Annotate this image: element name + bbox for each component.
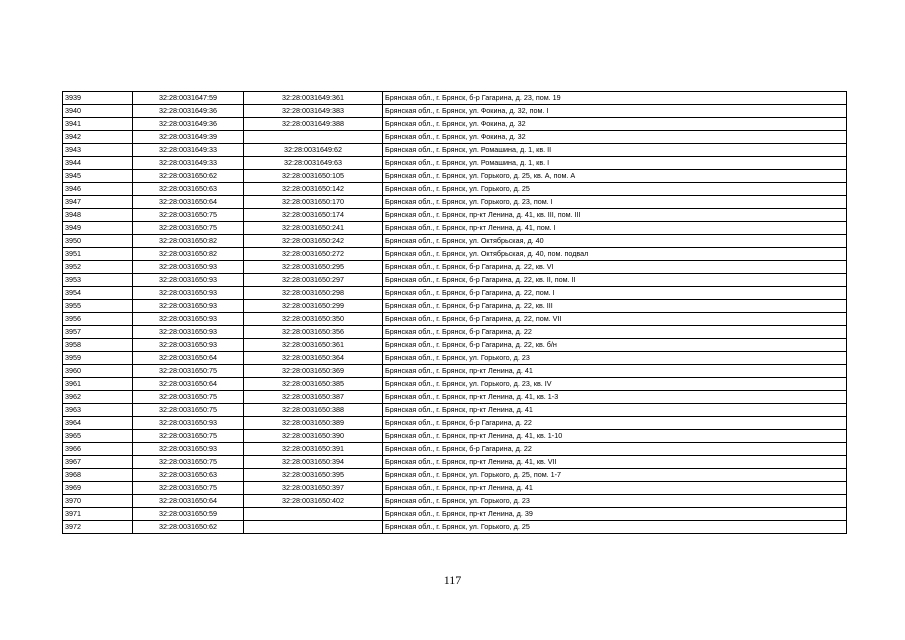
object-cadastral-number-cell: 32:28:0031650:298 xyxy=(244,287,383,300)
object-cadastral-number-cell xyxy=(244,521,383,534)
object-cadastral-number-cell: 32:28:0031650:394 xyxy=(244,456,383,469)
address-cell: Брянская обл., г. Брянск, ул. Октябрьская, д. 40 xyxy=(383,235,847,248)
row-number-cell: 3957 xyxy=(63,326,133,339)
object-cadastral-number-cell: 32:28:0031649:62 xyxy=(244,144,383,157)
cadastral-number-cell: 32:28:0031650:75 xyxy=(133,391,244,404)
cadastral-number-cell: 32:28:0031650:93 xyxy=(133,313,244,326)
object-cadastral-number-cell xyxy=(244,131,383,144)
table-row xyxy=(63,430,847,443)
cadastral-number-cell: 32:28:0031650:64 xyxy=(133,196,244,209)
row-number-cell: 3941 xyxy=(63,118,133,131)
row-number-cell: 3952 xyxy=(63,261,133,274)
object-cadastral-number-cell: 32:28:0031650:388 xyxy=(244,404,383,417)
row-number-cell: 3953 xyxy=(63,274,133,287)
object-cadastral-number-cell: 32:28:0031650:397 xyxy=(244,482,383,495)
table-row xyxy=(63,222,847,235)
table-row xyxy=(63,183,847,196)
address-cell: Брянская обл., г. Брянск, пр-кт Ленина, д. 41, кв. 1-3 xyxy=(383,391,847,404)
cadastral-number-cell: 32:28:0031647:59 xyxy=(133,92,244,105)
table-row xyxy=(63,209,847,222)
table-row xyxy=(63,326,847,339)
cadastral-number-cell: 32:28:0031650:93 xyxy=(133,417,244,430)
cadastral-number-cell: 32:28:0031649:33 xyxy=(133,157,244,170)
cadastral-number-cell: 32:28:0031650:62 xyxy=(133,521,244,534)
cadastral-number-cell: 32:28:0031650:63 xyxy=(133,469,244,482)
address-cell: Брянская обл., г. Брянск, ул. Горького, д. 23 xyxy=(383,495,847,508)
address-cell: Брянская обл., г. Брянск, ул. Горького, д. 25, пом. 1-7 xyxy=(383,469,847,482)
address-cell: Брянская обл., г. Брянск, ул. Горького, д. 23 xyxy=(383,352,847,365)
address-cell: Брянская обл., г. Брянск, пр-кт Ленина, д. 41 xyxy=(383,404,847,417)
object-cadastral-number-cell: 32:28:0031650:272 xyxy=(244,248,383,261)
cadastral-number-cell: 32:28:0031650:93 xyxy=(133,300,244,313)
row-number-cell: 3960 xyxy=(63,365,133,378)
cadastral-number-cell: 32:28:0031650:59 xyxy=(133,508,244,521)
table-row xyxy=(63,118,847,131)
table-row xyxy=(63,131,847,144)
table-row xyxy=(63,352,847,365)
row-number-cell: 3959 xyxy=(63,352,133,365)
row-number-cell: 3963 xyxy=(63,404,133,417)
address-cell: Брянская обл., г. Брянск, б-р Гагарина, д. 22, кв. III xyxy=(383,300,847,313)
address-cell: Брянская обл., г. Брянск, ул. Горького, д. 23, пом. I xyxy=(383,196,847,209)
table-row xyxy=(63,391,847,404)
table-row xyxy=(63,157,847,170)
table-row xyxy=(63,144,847,157)
cadastral-number-cell: 32:28:0031650:93 xyxy=(133,287,244,300)
cadastral-number-cell: 32:28:0031650:75 xyxy=(133,430,244,443)
row-number-cell: 3962 xyxy=(63,391,133,404)
object-cadastral-number-cell: 32:28:0031649:63 xyxy=(244,157,383,170)
table-row xyxy=(63,339,847,352)
cadastral-number-cell: 32:28:0031650:64 xyxy=(133,495,244,508)
object-cadastral-number-cell: 32:28:0031650:297 xyxy=(244,274,383,287)
object-cadastral-number-cell: 32:28:0031650:369 xyxy=(244,365,383,378)
cadastral-number-cell: 32:28:0031650:75 xyxy=(133,365,244,378)
object-cadastral-number-cell: 32:28:0031650:170 xyxy=(244,196,383,209)
address-cell: Брянская обл., г. Брянск, б-р Гагарина, д. 22 xyxy=(383,443,847,456)
row-number-cell: 3940 xyxy=(63,105,133,118)
row-number-cell: 3950 xyxy=(63,235,133,248)
object-cadastral-number-cell: 32:28:0031650:174 xyxy=(244,209,383,222)
cadastral-number-cell: 32:28:0031649:33 xyxy=(133,144,244,157)
table-row xyxy=(63,378,847,391)
table-row xyxy=(63,92,847,105)
row-number-cell: 3968 xyxy=(63,469,133,482)
row-number-cell: 3971 xyxy=(63,508,133,521)
object-cadastral-number-cell: 32:28:0031650:385 xyxy=(244,378,383,391)
table-row xyxy=(63,443,847,456)
cadastral-number-cell: 32:28:0031650:64 xyxy=(133,378,244,391)
cadastral-number-cell: 32:28:0031650:75 xyxy=(133,482,244,495)
table-row xyxy=(63,365,847,378)
cadastral-number-cell: 32:28:0031649:39 xyxy=(133,131,244,144)
object-cadastral-number-cell: 32:28:0031650:395 xyxy=(244,469,383,482)
row-number-cell: 3948 xyxy=(63,209,133,222)
object-cadastral-number-cell: 32:28:0031650:356 xyxy=(244,326,383,339)
row-number-cell: 3964 xyxy=(63,417,133,430)
table-row xyxy=(63,274,847,287)
property-registry-table xyxy=(62,91,847,534)
object-cadastral-number-cell: 32:28:0031650:387 xyxy=(244,391,383,404)
address-cell: Брянская обл., г. Брянск, ул. Октябрьская, д. 40, пом. подвал xyxy=(383,248,847,261)
address-cell: Брянская обл., г. Брянск, ул. Фокина, д. 32, пом. I xyxy=(383,105,847,118)
address-cell: Брянская обл., г. Брянск, пр-кт Ленина, д. 41 xyxy=(383,365,847,378)
address-cell: Брянская обл., г. Брянск, ул. Горького, д. 25 xyxy=(383,521,847,534)
object-cadastral-number-cell: 32:28:0031650:391 xyxy=(244,443,383,456)
cadastral-number-cell: 32:28:0031650:93 xyxy=(133,326,244,339)
object-cadastral-number-cell: 32:28:0031650:350 xyxy=(244,313,383,326)
address-cell: Брянская обл., г. Брянск, ул. Ромашина, д. 1, кв. I xyxy=(383,157,847,170)
object-cadastral-number-cell: 32:28:0031649:388 xyxy=(244,118,383,131)
table-row xyxy=(63,300,847,313)
object-cadastral-number-cell: 32:28:0031650:241 xyxy=(244,222,383,235)
row-number-cell: 3972 xyxy=(63,521,133,534)
row-number-cell: 3947 xyxy=(63,196,133,209)
object-cadastral-number-cell xyxy=(244,508,383,521)
address-cell: Брянская обл., г. Брянск, б-р Гагарина, д. 22, кв. VI xyxy=(383,261,847,274)
object-cadastral-number-cell: 32:28:0031650:299 xyxy=(244,300,383,313)
row-number-cell: 3970 xyxy=(63,495,133,508)
address-cell: Брянская обл., г. Брянск, пр-кт Ленина, д. 41, кв. III, пом. III xyxy=(383,209,847,222)
table-row xyxy=(63,508,847,521)
row-number-cell: 3965 xyxy=(63,430,133,443)
cadastral-number-cell: 32:28:0031650:75 xyxy=(133,222,244,235)
cadastral-number-cell: 32:28:0031650:93 xyxy=(133,274,244,287)
address-cell: Брянская обл., г. Брянск, пр-кт Ленина, д. 41, пом. I xyxy=(383,222,847,235)
address-cell: Брянская обл., г. Брянск, пр-кт Ленина, д. 41, кв. VII xyxy=(383,456,847,469)
table-row xyxy=(63,521,847,534)
address-cell: Брянская обл., г. Брянск, б-р Гагарина, д. 22, кв. II, пом. II xyxy=(383,274,847,287)
row-number-cell: 3956 xyxy=(63,313,133,326)
table-row xyxy=(63,170,847,183)
cadastral-number-cell: 32:28:0031650:75 xyxy=(133,209,244,222)
address-cell: Брянская обл., г. Брянск, пр-кт Ленина, д. 39 xyxy=(383,508,847,521)
cadastral-number-cell: 32:28:0031650:75 xyxy=(133,456,244,469)
cadastral-number-cell: 32:28:0031650:93 xyxy=(133,339,244,352)
address-cell: Брянская обл., г. Брянск, ул. Фокина, д. 32 xyxy=(383,131,847,144)
object-cadastral-number-cell: 32:28:0031650:295 xyxy=(244,261,383,274)
object-cadastral-number-cell: 32:28:0031649:383 xyxy=(244,105,383,118)
object-cadastral-number-cell: 32:28:0031650:389 xyxy=(244,417,383,430)
object-cadastral-number-cell: 32:28:0031650:361 xyxy=(244,339,383,352)
object-cadastral-number-cell: 32:28:0031649:361 xyxy=(244,92,383,105)
address-cell: Брянская обл., г. Брянск, б-р Гагарина, д. 22 xyxy=(383,417,847,430)
table-row xyxy=(63,235,847,248)
address-cell: Брянская обл., г. Брянск, ул. Горького, д. 23, кв. IV xyxy=(383,378,847,391)
object-cadastral-number-cell: 32:28:0031650:142 xyxy=(244,183,383,196)
cadastral-number-cell: 32:28:0031650:93 xyxy=(133,443,244,456)
row-number-cell: 3961 xyxy=(63,378,133,391)
address-cell: Брянская обл., г. Брянск, б-р Гагарина, д. 22 xyxy=(383,326,847,339)
object-cadastral-number-cell: 32:28:0031650:364 xyxy=(244,352,383,365)
address-cell: Брянская обл., г. Брянск, ул. Горького, д. 25 xyxy=(383,183,847,196)
cadastral-number-cell: 32:28:0031650:93 xyxy=(133,261,244,274)
cadastral-number-cell: 32:28:0031650:82 xyxy=(133,235,244,248)
address-cell: Брянская обл., г. Брянск, пр-кт Ленина, д. 41 xyxy=(383,482,847,495)
object-cadastral-number-cell: 32:28:0031650:242 xyxy=(244,235,383,248)
row-number-cell: 3949 xyxy=(63,222,133,235)
cadastral-number-cell: 32:28:0031649:36 xyxy=(133,105,244,118)
address-cell: Брянская обл., г. Брянск, б-р Гагарина, д. 22, кв. б/н xyxy=(383,339,847,352)
address-cell: Брянская обл., г. Брянск, ул. Горького, д. 25, кв. А, пом. А xyxy=(383,170,847,183)
address-cell: Брянская обл., г. Брянск, б-р Гагарина, д. 22, пом. VII xyxy=(383,313,847,326)
row-number-cell: 3945 xyxy=(63,170,133,183)
cadastral-number-cell: 32:28:0031650:63 xyxy=(133,183,244,196)
table-row xyxy=(63,482,847,495)
table-row xyxy=(63,469,847,482)
address-cell: Брянская обл., г. Брянск, б-р Гагарина, д. 22, пом. I xyxy=(383,287,847,300)
address-cell: Брянская обл., г. Брянск, б-р Гагарина, д. 23, пом. 19 xyxy=(383,92,847,105)
table-row xyxy=(63,404,847,417)
page-number: 117 xyxy=(443,573,462,587)
table-row xyxy=(63,248,847,261)
cadastral-number-cell: 32:28:0031650:82 xyxy=(133,248,244,261)
object-cadastral-number-cell: 32:28:0031650:390 xyxy=(244,430,383,443)
table-row xyxy=(63,495,847,508)
cadastral-number-cell: 32:28:0031650:62 xyxy=(133,170,244,183)
row-number-cell: 3946 xyxy=(63,183,133,196)
table-row xyxy=(63,456,847,469)
object-cadastral-number-cell: 32:28:0031650:105 xyxy=(244,170,383,183)
table-row xyxy=(63,287,847,300)
row-number-cell: 3954 xyxy=(63,287,133,300)
row-number-cell: 3969 xyxy=(63,482,133,495)
row-number-cell: 3942 xyxy=(63,131,133,144)
row-number-cell: 3955 xyxy=(63,300,133,313)
table-row xyxy=(63,196,847,209)
row-number-cell: 3944 xyxy=(63,157,133,170)
address-cell: Брянская обл., г. Брянск, ул. Фокина, д. 32 xyxy=(383,118,847,131)
row-number-cell: 3943 xyxy=(63,144,133,157)
row-number-cell: 3966 xyxy=(63,443,133,456)
table-row xyxy=(63,105,847,118)
address-cell: Брянская обл., г. Брянск, ул. Ромашина, д. 1, кв. II xyxy=(383,144,847,157)
cadastral-number-cell: 32:28:0031650:64 xyxy=(133,352,244,365)
row-number-cell: 3951 xyxy=(63,248,133,261)
row-number-cell: 3967 xyxy=(63,456,133,469)
table-row xyxy=(63,313,847,326)
table-body xyxy=(63,92,847,534)
table-row xyxy=(63,417,847,430)
row-number-cell: 3958 xyxy=(63,339,133,352)
table-row xyxy=(63,261,847,274)
cadastral-number-cell: 32:28:0031650:75 xyxy=(133,404,244,417)
row-number-cell: 3939 xyxy=(63,92,133,105)
cadastral-number-cell: 32:28:0031649:36 xyxy=(133,118,244,131)
address-cell: Брянская обл., г. Брянск, пр-кт Ленина, д. 41, кв. 1-10 xyxy=(383,430,847,443)
object-cadastral-number-cell: 32:28:0031650:402 xyxy=(244,495,383,508)
